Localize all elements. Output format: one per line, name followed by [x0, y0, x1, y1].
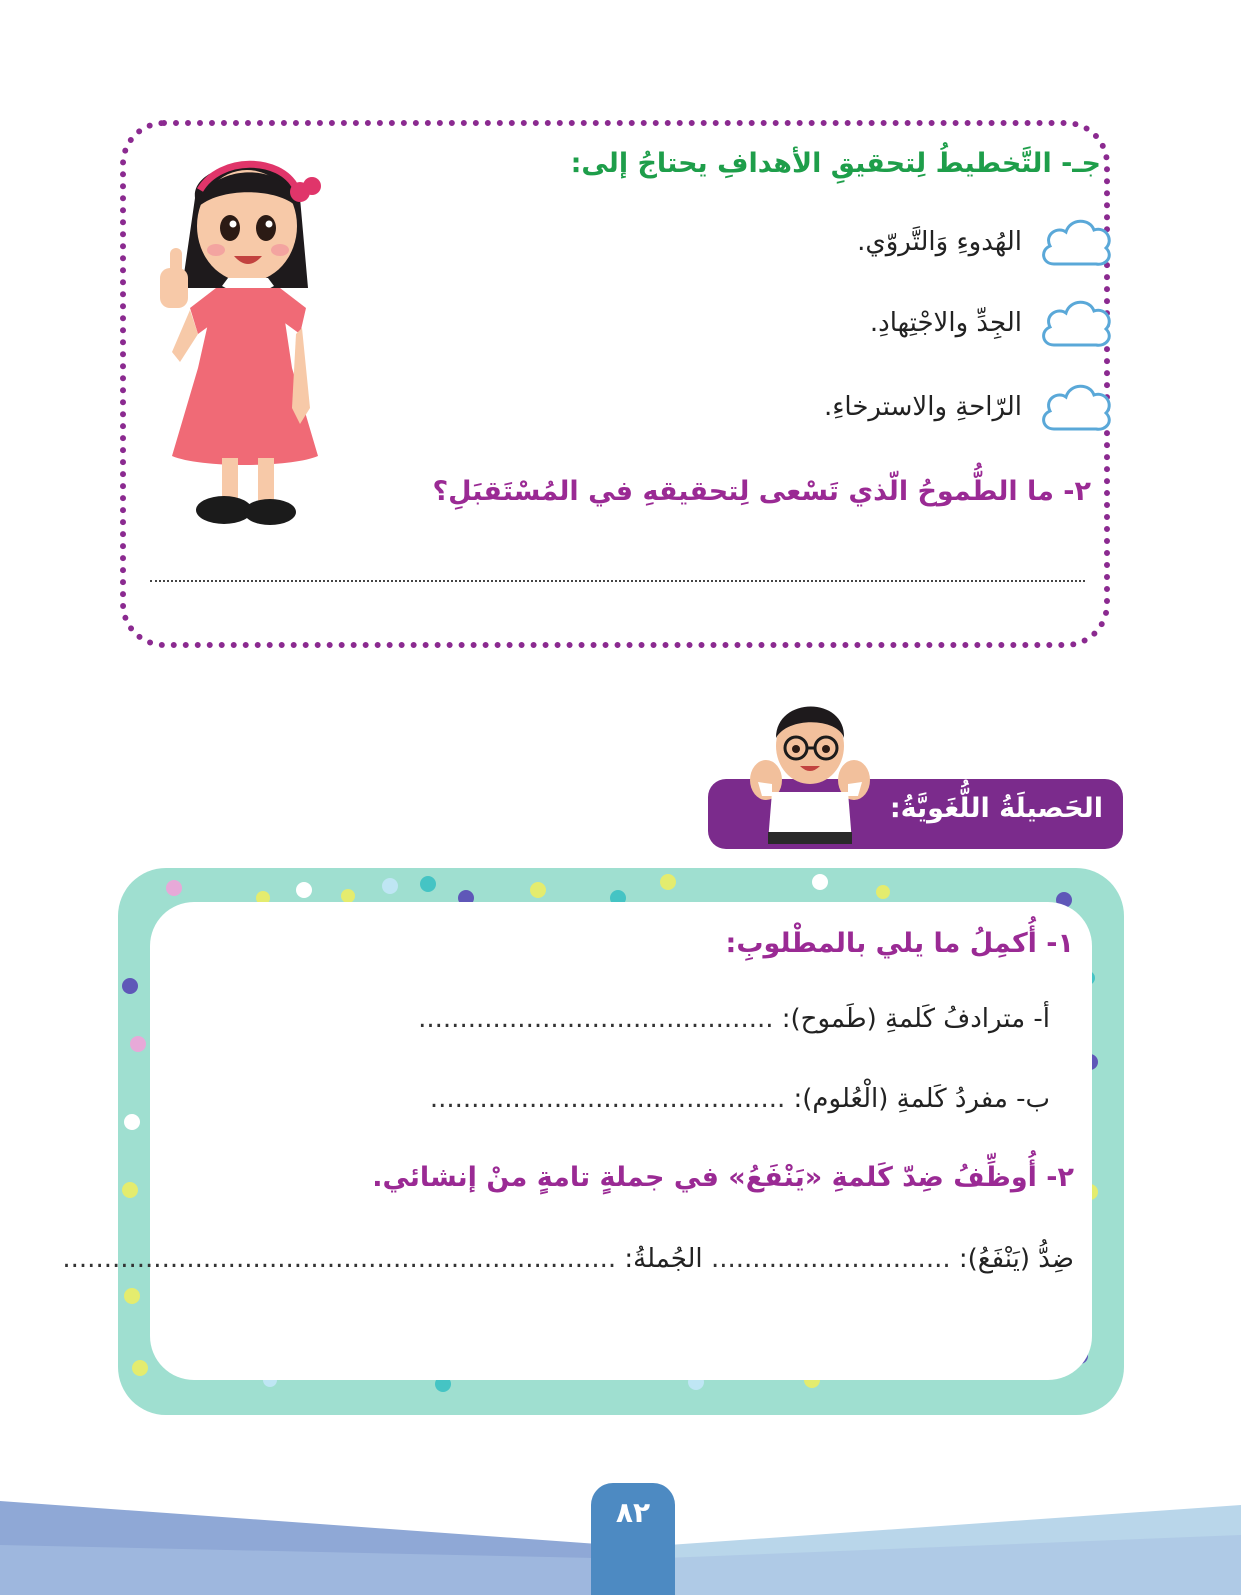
option-text: الرّاحةِ والاسترخاءِ.	[823, 392, 1022, 422]
exercise-card	[62, 902, 1092, 1380]
boy-waving-icon	[748, 692, 872, 844]
q1-a-label: أ- مترادفُ كَلمةِ (طَموح):	[781, 1004, 1050, 1034]
option-calm[interactable]	[556, 207, 1116, 277]
cloud-checkbox-icon[interactable]	[1036, 208, 1116, 276]
option-text: الجِدِّ والاجْتِهادِ.	[869, 308, 1022, 338]
page-number: ٨٢	[591, 1483, 675, 1595]
q2-answer-line	[62, 1244, 1074, 1274]
q2-opposite-field[interactable]: .............................	[710, 1244, 951, 1274]
question-c-title: جـ- التَّخطيطُ لِتحقيقِ الأهدافِ يحتاجُ إلى:	[570, 148, 1101, 179]
option-diligence[interactable]	[556, 288, 1116, 358]
q2-opposite-label: ضِدُّ (يَنْفَعُ):	[958, 1244, 1074, 1274]
cloud-checkbox-icon[interactable]	[1036, 373, 1116, 441]
banner-title: الحَصيلَةُ اللُّغَويَّةُ:	[889, 793, 1103, 824]
q1-b-line	[250, 1084, 1050, 1114]
q2-sentence-label: الجُملةُ:	[624, 1244, 703, 1274]
question-2-title: ٢- ما الطُّموحُ الّذي تَسْعى لِتحقيقهِ في المُسْتَقبَلِ؟	[432, 476, 1091, 507]
q1-b-label: ب- مفردُ كَلمةِ (الْعُلوم):	[793, 1084, 1050, 1114]
option-text: الهُدوءِ وَالتَّروّي.	[857, 227, 1022, 257]
answer-line[interactable]	[150, 578, 1085, 582]
q2-title: ٢- أُوظِّفُ ضِدّ كَلمةِ «يَنْفَعُ» في جملةٍ تامةٍ منْ إنشائي.	[372, 1162, 1074, 1193]
q1-a-answer-field[interactable]: ...........................................	[418, 1004, 774, 1034]
q2-sentence-field[interactable]: ...................................................................	[62, 1244, 617, 1274]
cloud-checkbox-icon[interactable]	[1036, 289, 1116, 357]
option-rest[interactable]	[556, 372, 1116, 442]
q1-b-answer-field[interactable]: ...........................................	[429, 1084, 786, 1114]
q1-a-line	[250, 1004, 1050, 1034]
girl-thumbs-up-icon	[150, 138, 340, 536]
q1-title: ١- أُكمِلُ ما يلي بالمطْلوبِ:	[725, 928, 1074, 959]
